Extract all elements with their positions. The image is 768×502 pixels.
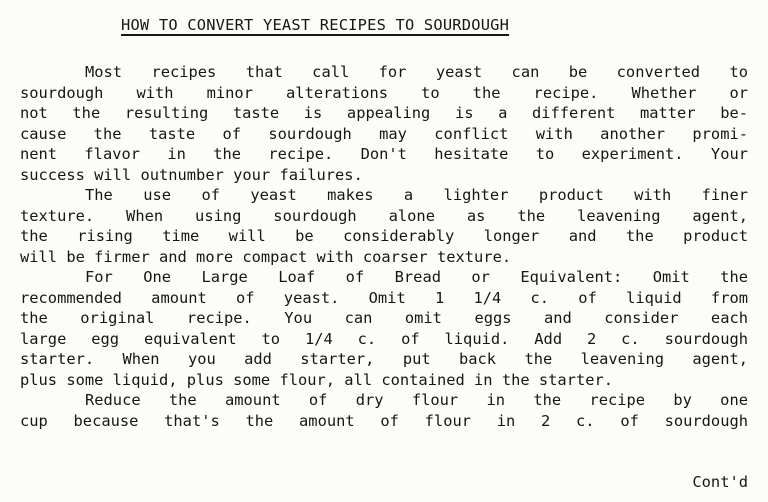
paragraph-large-loaf: [20, 267, 748, 390]
text-line: starter. When you add starter, put back the leavening agent,: [20, 350, 748, 368]
paragraph-yeast-effect: [20, 185, 748, 267]
document-title: HOW TO CONVERT YEAST RECIPES TO SOURDOUGH: [121, 16, 510, 34]
text-line: the rising time will be considerably longer and the product: [20, 227, 748, 245]
text-line: cause the taste of sourdough may conflict with another promi-: [20, 124, 748, 143]
text-line: Reduce the amount of dry flour in the recipe by one: [85, 391, 748, 409]
text-line: The use of yeast makes a lighter product with finer: [85, 186, 748, 204]
text-line: the original recipe. You can omit eggs and consider each: [20, 309, 748, 327]
text-line: Most recipes that call for yeast can be converted to: [85, 63, 748, 81]
text-line: For One Large Loaf of Bread or Equivalent: Omit the: [85, 268, 748, 286]
paragraph-reduce-flour: [20, 390, 748, 431]
text-line: recommended amount of yeast. Omit 1 1/4 c. of liquid from: [20, 288, 748, 307]
text-line: success will outnumber your failures.: [20, 165, 363, 184]
text-line: large egg equivalent to 1/4 c. of liquid. Add 2 c. sourdough: [20, 329, 748, 348]
text-line: nent flavor in the recipe. Don't hesitate to experiment. Your: [20, 145, 748, 163]
text-line: plus some liquid, plus some flour, all contained in the starter.: [20, 370, 614, 389]
text-line: sourdough with minor alterations to the recipe. Whether or: [20, 83, 748, 102]
document-body: [20, 62, 748, 431]
text-line: not the resulting taste is appealing is a different matter be-: [20, 104, 748, 122]
text-line: texture. When using sourdough alone as the leavening agent,: [20, 206, 748, 225]
continued-marker: Cont'd: [692, 473, 748, 491]
paragraph-intro: [20, 62, 748, 185]
text-line: will be firmer and more compact with coarser texture.: [20, 247, 512, 266]
text-line: cup because that's the amount of flour in 2 c. of sourdough: [20, 411, 748, 430]
